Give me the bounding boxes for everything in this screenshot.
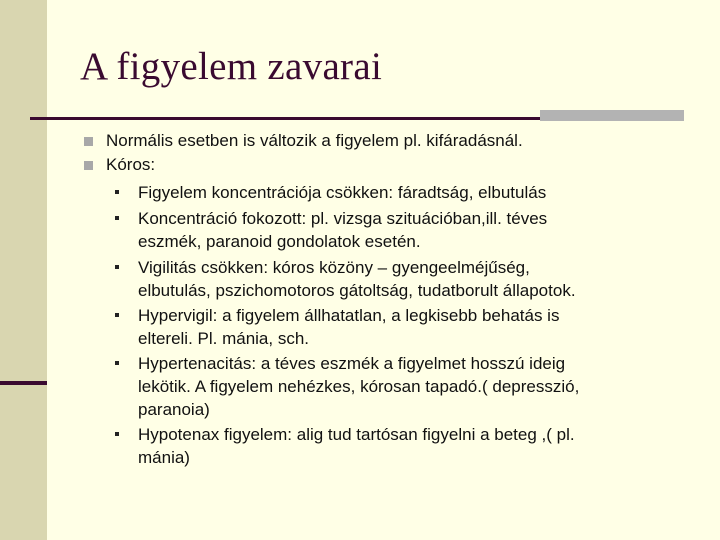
sub-bullet-line: eszmék, paranoid gondolatok esetén. xyxy=(138,232,421,251)
sub-bullet-line: paranoia) xyxy=(138,400,210,419)
sub-bullet-line: Hypervigil: a figyelem állhatatlan, a legkisebb behatás is xyxy=(138,306,560,325)
sub-bullet-line: Vigilitás csökken: kóros közöny – gyengeelméjűség, xyxy=(138,258,530,277)
title-underline-tab xyxy=(540,110,684,121)
square-bullet-icon xyxy=(84,137,93,146)
square-bullet-icon xyxy=(84,161,93,170)
slide-title: A figyelem zavarai xyxy=(80,45,383,88)
sub-bullet-line: Figyelem koncentrációja csökken: fáradtság, elbutulás xyxy=(138,183,547,202)
sub-bullet-line: Koncentráció fokozott: pl. vizsga szituációban,ill. téves xyxy=(138,209,548,228)
small-square-bullet-icon xyxy=(115,313,119,317)
small-square-bullet-icon xyxy=(115,265,119,269)
small-square-bullet-icon xyxy=(115,432,119,436)
sub-bullet-line: elbutulás, pszichomotoros gátoltság, tudatborult állapotok. xyxy=(138,281,576,300)
sub-bullet-line: eltereli. Pl. mánia, sch. xyxy=(138,329,310,348)
small-square-bullet-icon xyxy=(115,190,119,194)
sidebar-accent-line xyxy=(0,381,47,385)
sub-bullet-line: Hypotenax figyelem: alig tud tartósan figyelni a beteg ,( pl. xyxy=(138,425,575,444)
sub-bullet-line: mánia) xyxy=(138,448,190,467)
small-square-bullet-icon xyxy=(115,216,119,220)
sub-bullet-line: Hypertenacitás: a téves eszmék a figyelmet hosszú ideig xyxy=(138,354,566,373)
bullet-text: Normális esetben is változik a figyelem pl. kifáradásnál. xyxy=(106,131,523,150)
small-square-bullet-icon xyxy=(115,361,119,365)
left-sidebar-decoration xyxy=(0,0,47,540)
title-underline xyxy=(30,117,540,120)
sub-bullet-line: lekötik. A figyelem nehézkes, kórosan tapadó.( depresszió, xyxy=(138,377,580,396)
bullet-text: Kóros: xyxy=(106,155,156,174)
